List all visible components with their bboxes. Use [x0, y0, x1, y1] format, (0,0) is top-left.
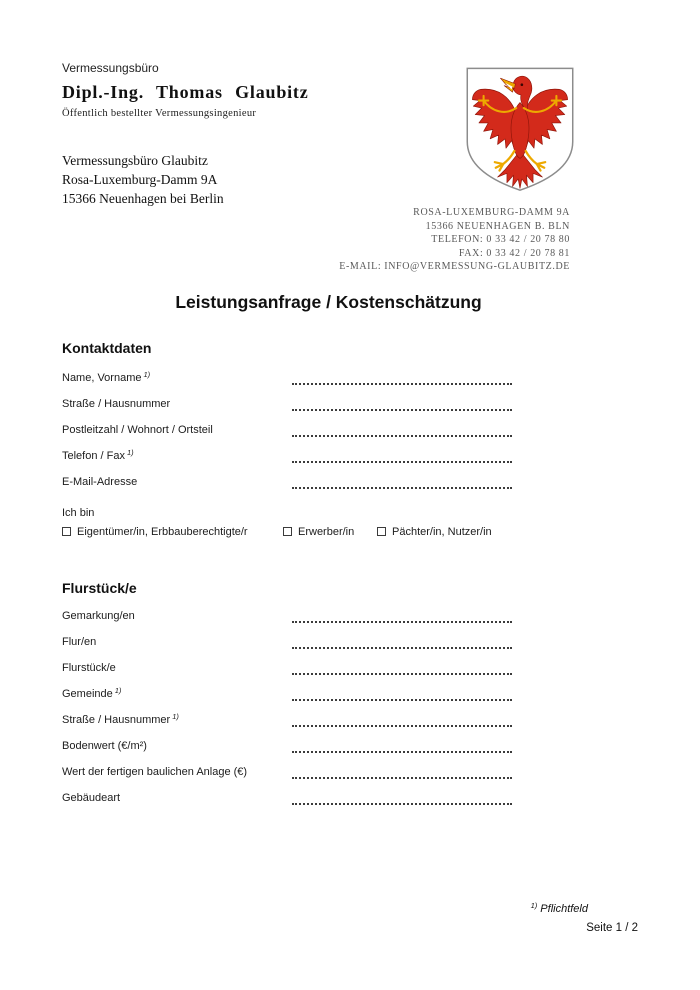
field-row-gemarkung — [62, 606, 595, 632]
role-label: Ich bin — [62, 507, 95, 519]
fill-in-line[interactable] — [292, 370, 512, 385]
letterhead-contact-block — [339, 206, 570, 274]
section-heading-flurstueck: Flurstück/e — [62, 580, 137, 596]
field-label: Name, Vorname $^{1)}$ — [62, 370, 151, 384]
document-title: Leistungsanfrage / Kostenschätzung — [175, 292, 482, 312]
fill-in-line[interactable] — [292, 660, 512, 675]
checkbox-label: Erwerber/in — [298, 526, 355, 538]
field-label: E-Mail-Adresse — [62, 476, 138, 488]
required-field-note: $^{1)}$ Pflichtfeld — [530, 901, 588, 915]
field-row-strasse-hausnummer-flurstueck — [62, 710, 595, 736]
letterhead-owner-subtitle: Öffentlich bestellter Vermessungsingenieur — [62, 108, 257, 119]
field-row-strasse-hausnummer — [62, 394, 595, 420]
field-row-email-adresse — [62, 472, 595, 498]
field-label: Gebäudeart — [62, 792, 121, 804]
field-row-flurstueck — [62, 658, 595, 684]
field-row-gebaeudeart — [62, 788, 595, 814]
checkbox-option-paechter[interactable] — [377, 526, 492, 538]
role-options — [62, 526, 595, 544]
fill-in-line[interactable] — [292, 790, 512, 805]
field-row-gemeinde — [62, 684, 595, 710]
checkbox[interactable] — [62, 527, 71, 536]
page-number: Seite 1 / 2 — [586, 922, 638, 934]
field-label: Gemarkung/en — [62, 610, 135, 622]
fill-in-line[interactable] — [292, 422, 512, 437]
contact-line: FAX: 0 33 42 / 20 78 81 — [458, 247, 570, 259]
contact-line: 15366 NEUENHAGEN B. BLN — [425, 220, 570, 232]
fill-in-line[interactable] — [292, 686, 512, 701]
fill-in-line[interactable] — [292, 448, 512, 463]
parcel-fields — [62, 606, 595, 814]
field-label: Bodenwert (€/m²) — [62, 740, 147, 752]
fill-in-line[interactable] — [292, 474, 512, 489]
section-heading-kontaktdaten: Kontaktdaten — [62, 340, 152, 356]
required-mark: 1) — [114, 686, 122, 695]
checkbox-option-eigentuemer[interactable] — [62, 526, 248, 538]
field-label: Postleitzahl / Wohnort / Ortsteil — [62, 424, 213, 436]
brandenburg-coat-of-arms-icon — [464, 64, 576, 195]
field-row-name-vorname — [62, 368, 595, 394]
field-label: Gemeinde $^{1)}$ — [62, 686, 122, 700]
letterhead-office-type: Vermessungsbüro — [62, 61, 159, 75]
field-label: Telefon / Fax $^{1)}$ — [62, 448, 134, 462]
required-mark: 1) — [172, 712, 179, 721]
contact-line: ROSA-LUXEMBURG-DAMM 9A — [413, 207, 570, 218]
checkbox-label: Eigentümer/in, Erbbauberechtigte/r — [77, 526, 248, 538]
field-row-telefon-fax — [62, 446, 595, 472]
letterhead-address-block — [62, 151, 224, 208]
fill-in-line[interactable] — [292, 764, 512, 779]
address-line: Vermessungsbüro Glaubitz — [62, 153, 208, 168]
checkbox-label: Pächter/in, Nutzer/in — [392, 526, 492, 538]
contact-line: TELEFON: 0 33 42 / 20 78 80 — [431, 234, 570, 245]
fill-in-line[interactable] — [292, 634, 512, 649]
contact-fields — [62, 368, 595, 498]
fill-in-line[interactable] — [292, 608, 512, 623]
field-label: Wert der fertigen baulichen Anlage (€) — [62, 766, 248, 778]
field-row-plz-wohnort-ortsteil — [62, 420, 595, 446]
fill-in-line[interactable] — [292, 396, 512, 411]
field-label: Straße / Hausnummer $^{1)}$ — [62, 712, 179, 726]
fill-in-line[interactable] — [292, 712, 512, 727]
required-mark: 1) — [530, 901, 538, 910]
eagle-shield-graphic — [464, 64, 576, 195]
address-line: Rosa-Luxemburg-Damm 9A — [62, 172, 218, 187]
checkbox[interactable] — [377, 527, 386, 536]
address-line: 15366 Neuenhagen bei Berlin — [62, 191, 224, 206]
required-mark: 1) — [143, 370, 151, 379]
contact-line: E-MAIL: INFO@VERMESSUNG-GLAUBITZ.DE — [339, 261, 570, 272]
required-mark: 1) — [126, 448, 134, 457]
field-label: Flur/en — [62, 636, 97, 648]
checkbox-option-erwerber[interactable] — [283, 526, 354, 538]
field-label: Straße / Hausnummer — [62, 398, 171, 410]
letterhead-owner-name: Dipl.-Ing. Thomas Glaubitz — [62, 82, 309, 102]
checkbox[interactable] — [283, 527, 292, 536]
fill-in-line[interactable] — [292, 738, 512, 753]
field-label: Flurstück/e — [62, 662, 116, 674]
field-row-wert-bauliche-anlage — [62, 762, 595, 788]
field-row-flur — [62, 632, 595, 658]
field-row-bodenwert — [62, 736, 595, 762]
